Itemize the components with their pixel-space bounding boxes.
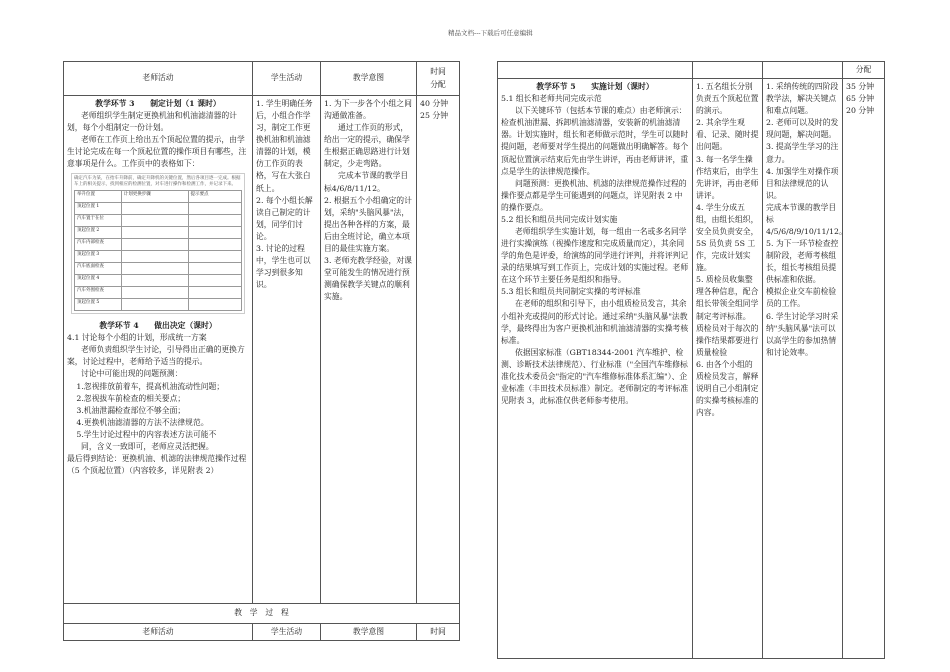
right-time-cell — [843, 79, 885, 659]
worksheet-header: 计划更换步骤 — [121, 191, 188, 203]
worksheet-row-label: 汽车底面检查 — [75, 263, 122, 275]
right-intent-text: 1. 采纳传统的四阶段教学法，解决关键点和难点问题。 2. 老师可以及时的发现问题，解决问题。 3. 提高学生学习的注意力。 4. 加强学生对操作项目和法律规范的认识。 完成本节课的教学目标4/5/6/8/9/10/11/12。 5. 为下一环节检查控制阶段，老师考核组长，组长考核组员提供标准和依据。 模拟企业交车前检验员的工作。 6. 学生讨论学习时采纳"头脑风暴"法可以以高学生的参加热情和讨论效率。 — [766, 82, 847, 357]
segment-4-subtitle: 4.1 讨论每个小组的计划，形成统一方案 — [67, 333, 207, 343]
student-activity-text: 1. 学生明确任务后，小组合作学习，制定工作更换机油和机油滤清器的计划，模仿工作页的表格，写在大张白纸上。 2. 每个小组长解读自己制定的计划，同学们讨论。 3. 讨论的过程中，学生也可以学习到很多知识。 — [256, 99, 313, 290]
header-time-line1: 时间 — [430, 67, 446, 77]
problem-item: 1.忽视排放前着车，提高机油流动性问题； — [76, 381, 225, 391]
teaching-intent-cell — [321, 96, 417, 604]
problem-item-continued: 同，含义一致即可，老师应灵活把握。 — [81, 441, 214, 451]
time-value-1: 40 分钟 — [420, 99, 448, 108]
section-5-1-paragraph-2: 问题预测：更换机油、机滤的法律规范操作过程的操作要点都是学生可能遇到的问题点，详见附表 2 中的操作要点。 — [501, 178, 687, 212]
right-teaching-intent-cell — [763, 79, 847, 659]
section-5-1-paragraph-1: 以下关键环节（包括本节课的难点）由老师演示：检查机油泄漏、拆卸机油滤清器，安装新的机油滤清器。计划实施时，组长和老师做示范时，学生可以随时提问题，老师要对学生提出的问题做出明确解答。每个顶起位置演示结束后先由学生讲评，再由老师讲评，重点是学生的法律规范操作。 — [501, 106, 689, 176]
header-time-line2: 分配 — [430, 79, 446, 89]
section-5-1-title: 5.1 组长和老师共同完成示范 — [501, 94, 602, 104]
teacher-activity-cell — [64, 96, 253, 604]
student-activity-cell — [253, 96, 321, 604]
problem-item: 4.更换机油滤清器的方法不法律规范。 — [76, 417, 209, 427]
footer-time: 时间 — [417, 624, 460, 641]
worksheet-row-label: 顶起位置 3 — [75, 251, 122, 263]
worksheet-row-label: 顶起位置 2 — [75, 227, 122, 239]
header-student-activity: 学生活动 — [253, 62, 321, 96]
worksheet-row-label: 汽车置于在位 — [75, 215, 122, 227]
intent-item-5: 3. 老师充教学经验，对课堂可能发生的情况进行预测确保教学关键点的顺利实施。 — [324, 256, 412, 302]
right-teacher-activity-cell — [498, 79, 693, 659]
header-teaching-intent: 教学意图 — [321, 62, 417, 96]
problem-item: 5.学生讨论过程中的内容表述方法可能不 — [76, 429, 217, 439]
segment-4-paragraph-2: 讨论中可能出现的问题预测： — [81, 369, 183, 379]
worksheet-header: 举升位置 — [75, 191, 122, 203]
intent-item-1: 1. 为下一步各个小组之间沟通做准备。 — [324, 99, 412, 121]
segment-5-title: 教学环节 5 实施计划（课时） — [536, 82, 654, 92]
problem-item: 3.机油泄漏检查部位不够全面； — [76, 405, 186, 415]
problem-item: 2.忽视拔车前检查的相关要点； — [76, 393, 186, 403]
worksheet-table — [74, 190, 242, 311]
worksheet-row-label: 汽车外围检查 — [75, 287, 122, 299]
footer-teacher-activity: 老师活动 — [64, 624, 253, 641]
segment-3-title: 教学环节 3 制定计划（1 课时） — [95, 99, 221, 108]
section-5-2-title: 5.2 组长和组员共同完成计划实施 — [501, 214, 618, 224]
worksheet-header: 提示要点 — [188, 191, 241, 203]
worksheet-row-label: 顶起位置 5 — [75, 299, 122, 311]
worksheet-caption: 确定汽车为某，在抬车升降前，确定升降机的关键位置，然后各项目逐一完成。根据车上的相关提示，找到相应的检测位置，对车进行操作和检测工作，并记录下来。 — [74, 176, 241, 188]
worksheet-table-image — [71, 173, 245, 314]
segment-3-paragraph-2: 老师在工作页上给出五个顶起位置的提示，由学生讨论完成在每一个顶起位置的操作项目有哪些，注意事项是什么。工作页中的表格如下： — [67, 135, 247, 169]
left-lesson-table — [63, 61, 460, 641]
header-teacher-activity: 老师活动 — [64, 62, 253, 96]
segment-4-paragraph-1: 老师负责组织学生讨论，引导得出正确的更换方案，讨论过程中，老师给予适当的提示。 — [67, 345, 245, 367]
right-time-header: 分配 — [843, 62, 885, 79]
worksheet-row-label: 顶起位置 1 — [75, 203, 122, 215]
right-lesson-table — [497, 61, 885, 659]
page-header: 精品文档---下载后可任意编辑 — [448, 29, 533, 37]
worksheet-row-label: 汽车内部检查 — [75, 239, 122, 251]
header-time-allocation — [417, 62, 460, 96]
worksheet-row-label: 顶起位置 4 — [75, 275, 122, 287]
footer-teaching-intent: 教学意图 — [321, 624, 417, 641]
teaching-process-label: 教 学 过 程 — [64, 604, 460, 624]
intent-item-2: 通过工作页的形式，给出一定的提示，确保学生根据正确思路进行计划制定，少走弯路。 — [324, 123, 410, 169]
right-time-value-1: 35 分钟 — [846, 82, 874, 92]
right-time-value-2: 65 分钟 — [846, 94, 874, 104]
time-allocation-cell — [417, 96, 460, 604]
section-5-2-paragraph-1: 老师组织学生实施计划，每一组由一名或多名同学进行实操演练（视操作速度和完成质量而定），其余同学的角色是评委，给演练的同学进行评判，并将评判记录的结果填写到工作页上，完成计划的实施过程。老师在这个环节主要任务是组织和指导。 — [501, 227, 689, 285]
time-value-2: 25 分钟 — [420, 111, 448, 121]
right-student-activity-text: 1. 五名组长分别负责五个顶起位置的演示。 2. 其余学生观看、记录、随时提出问题。 3. 每一名学生操作结束后，由学生先讲评，再由老师讲评。 4. 学生分成五组，由组长组织，安全员负责安全，5S 员负责 5S 工作，完成计划实施。 5. 质检员收集整理各种信息，配合组长带领全组同学制定考评标准。 质检员对于每次的操作结果都要进行质量检验 6. 由各个小组的质检员发言，解释说明自己小组制定的实操考核标准的内容。 — [696, 82, 759, 418]
segment-4-conclusion: 最后得到结论：更换机油、机滤的法律规范操作过程（5 个顶起位置）（内容较多，详见附表 2） — [67, 454, 247, 476]
intent-item-3: 完成本节课的教学目标4/6/8/11/12。 — [324, 171, 409, 193]
section-5-3-paragraph-1: 在老师的组织和引导下，由小组质检员发言，其余小组补充或提问的形式讨论。通过采纳"头脑风暴"法教学，最终得出为客户更换机油和机油滤清器的实操考核标准。 — [501, 299, 689, 345]
section-5-3-title: 5.3 组长和组员共同制定实操的考评标准 — [501, 287, 641, 297]
section-5-3-paragraph-2: 依据国家标准（GBT18344-2001 汽车维护、检测、诊断技术法律规范）、行业标准（"全国汽车维修标准化技术委员会"指定的"汽车维修标准体系汇编"）、企业标准（丰田技术员标准）制定。老师制定的考评标准见附表 3，此标准仅供老师参考使用。 — [501, 347, 689, 406]
segment-4-title: 教学环节 4 做出决定（课时） — [99, 321, 217, 331]
intent-item-4: 2. 根据五个小组确定的计划，采纳"头脑风暴"法，提出各种各样的方案，最后由全班讨论，确立本项目的最佳实施方案。 — [324, 195, 412, 253]
footer-student-activity: 学生活动 — [253, 624, 321, 641]
segment-3-paragraph-1: 老师组织学生制定更换机油和机油滤清器的计划，每个小组制定一份计划。 — [67, 111, 237, 133]
right-student-activity-cell — [693, 79, 763, 659]
right-time-value-3: 20 分钟 — [846, 106, 874, 116]
